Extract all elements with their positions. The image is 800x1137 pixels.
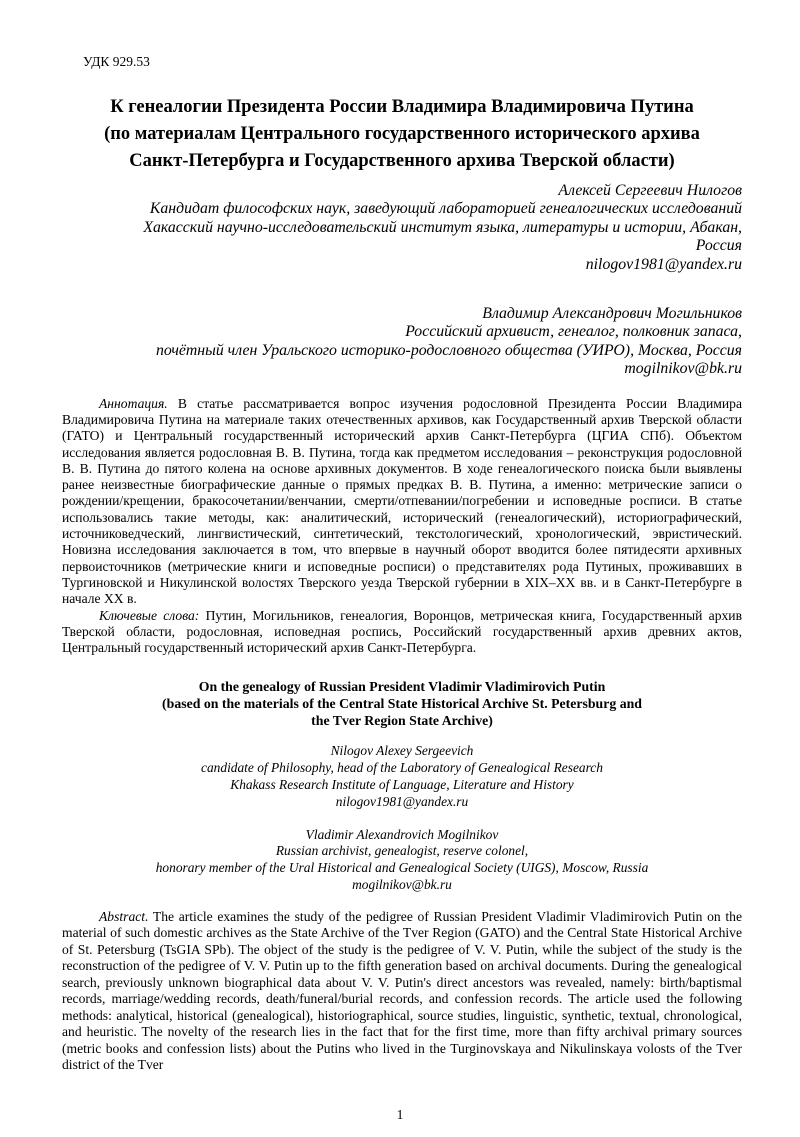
article-title-ru [62, 94, 742, 175]
author-name-ru: Владимир Александрович Могильников [482, 305, 742, 323]
author-email: mogilnikov@bk.ru [624, 360, 742, 378]
author-block-en-nilogov [62, 743, 742, 810]
udc-code: УДК 929.53 [83, 54, 150, 69]
author-affiliation-ru: Хакасский научно-исследовательский институт языка, литературы и истории, Абакан, [143, 218, 742, 236]
author-email: mogilnikov@bk.ru [352, 876, 452, 892]
keywords-text-ru: Путин, Могильников, генеалогия, Воронцов, метрическая книга, Государственный архив Тверской области, родословная, исповедная роспись, Российский государственный архив древних актов, Центральный государственный исторический архив Санкт-Петербурга. [62, 607, 742, 656]
page-number: 1 [396, 1107, 404, 1122]
author-affiliation-en: honorary member of the Ural Historical and Genealogical Society (UIGS), Moscow, Russia [155, 860, 649, 876]
article-title-en-line: (based on the materials of the Central State Historical Archive St. Petersburg and [162, 696, 642, 712]
author-block-ru-nilogov [62, 182, 742, 274]
abstract-ru [62, 396, 742, 608]
article-title-ru-line: (по материалам Центрального государственного исторического архива [104, 124, 700, 144]
author-affiliation-ru: Российский архивист, генеалог, полковник запаса, [405, 323, 742, 341]
abstract-text-en: The article examines the study of the pedigree of Russian President Vladimir Vladimirovich Putin on the material of such domestic archives as the State Archive of the Tver Region (GATO) and the Central State Historical Archive of St. Petersburg (TsGIA SPb). The object of the study is the pedigree of V. V. Putin, while the subject of the study is the reconstruction of the pedigree of V. V. Putin up to the fifth generation based on archival documents. During the genealogical search, previously unknown biographical data about V. V. Putin's direct ancestors was revealed, namely: birth/baptismal records, marriage/wedding records, death/funeral/burial records, and confession records. The article used the following methods: analytical, historical (genealogical), historiographical, source studies, linguistic, synthetic, textual, chronological, and heuristic. The novelty of the research lies in the fact that for the first time, more than fifty archival primary sources (metric books and confession lists) about the Putins who lived in the Turginovskaya and Nikulinskaya volosts of the Tver district of the Tver [62, 908, 742, 1073]
author-affiliation-en: Khakass Research Institute of Language, Literature and History [230, 777, 574, 792]
author-affiliation-en: Russian archivist, genealogist, reserve colonel, [275, 843, 529, 859]
author-name-en: Vladimir Alexandrovich Mogilnikov [305, 826, 499, 842]
author-affiliation-en: candidate of Philosophy, head of the Laboratory of Genealogical Research [201, 760, 603, 776]
author-name-ru: Алексей Сергеевич Нилогов [558, 182, 742, 199]
author-name-en: Nilogov Alexey Sergeevich [330, 743, 474, 759]
abstract-text-ru: В статье рассматривается вопрос изучения родословной Президента России Владимира Владимировича Путина на материале таких отечественных архивов, как Государственный архив Тверской области (ГАТО) и Центральный государственный исторический архив Санкт-Петербурга (ЦГИА СПб). Объектом исследования является родословная В. В. Путина, тогда как предметом исследования – реконструкция родословной В. В. Путина до пятого колена на основе архивных документов. В ходе генеалогического поиска были выявлены ранее неизвестные биографические данные о прямых предках В. В. Путина, а именно: метрические записи о рождении/крещении, бракосочетании/венчании, смерти/отпевании/погребении и исповедные росписи. В статье использовались такие методы, как: аналитический, исторический (генеалогический), историографический, источниковедческий, лингвистический, синтетический, текстологический, хронологический, эвристический. Новизна исследования заключается в том, что впервые в научный оборот вводится более пятидесяти архивных первоисточников (метрические книги и исповедные росписи) о представителях рода Путиных, проживавших в Тургиновской и Никулинской волостях Тверского уезда Тверской губернии в XIX–XX вв. и в Санкт-Петербурге в начале XX в. [62, 395, 742, 607]
article-title-en-line: On the genealogy of Russian President Vladimir Vladimirovich Putin [198, 679, 606, 695]
abstract-en [62, 909, 742, 1074]
author-email: nilogov1981@yandex.ru [335, 793, 469, 809]
author-block-en-mogilnikov [62, 827, 742, 894]
author-email: nilogov1981@yandex.ru [585, 255, 742, 273]
article-title-en [62, 678, 742, 729]
article-title-ru-line: К генеалогии Президента России Владимира Владимировича Путина [110, 97, 694, 117]
article-title-en-line: the Tver Region State Archive) [311, 713, 493, 729]
author-affiliation-ru: Россия [695, 237, 742, 255]
abstract-label-en: Abstract. [99, 908, 149, 924]
author-affiliation-ru: Кандидат философских наук, заведующий лабораторией генеалогических исследований [149, 200, 742, 218]
keywords-label-ru: Ключевые слова: [99, 607, 200, 623]
author-affiliation-ru: почётный член Уральского историко-родословного общества (УИРО), Москва, Россия [155, 341, 742, 359]
article-title-ru-line: Санкт-Петербурга и Государственного архива Тверской области) [129, 151, 675, 171]
abstract-label-ru: Аннотация. [99, 395, 168, 411]
author-block-ru-mogilnikov [62, 305, 742, 379]
keywords-ru [62, 608, 742, 657]
